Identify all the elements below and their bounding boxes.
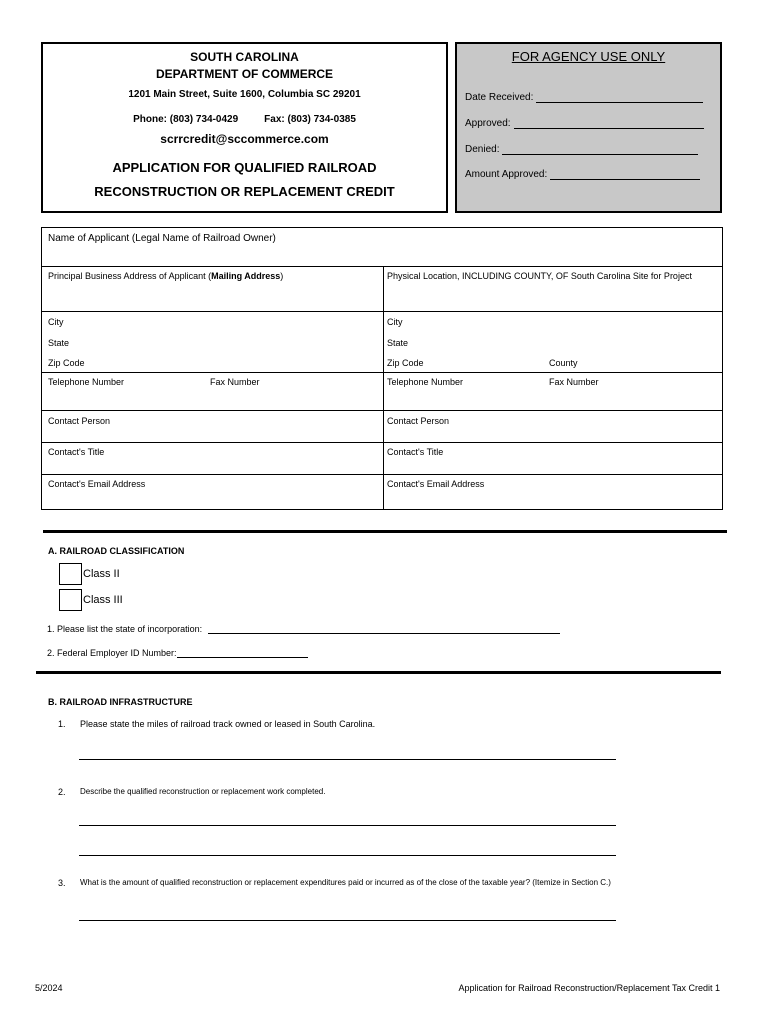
federal-employer-id-field[interactable] <box>47 648 308 658</box>
question-2-answer-line[interactable] <box>79 855 616 856</box>
contact-numbers <box>43 114 446 125</box>
contact-title-field-left[interactable]: Contact's Title <box>48 447 105 457</box>
federal-employer-id-label: 2. Federal Employer ID Number: <box>47 648 177 658</box>
amount-approved-line <box>550 179 700 180</box>
physical-location-field[interactable]: Physical Location, INCLUDING COUNTY, OF South Carolina Site for Project <box>387 271 692 281</box>
section-separator <box>36 671 721 674</box>
question-1-answer-line[interactable] <box>79 759 616 760</box>
city-field-right[interactable]: City <box>387 317 403 327</box>
class-iii-checkbox[interactable] <box>59 589 82 611</box>
amount-approved-label: Amount Approved: <box>465 169 548 180</box>
date-received-line <box>536 102 703 103</box>
question-3-number: 3. <box>58 878 66 888</box>
date-received-field[interactable] <box>465 92 703 103</box>
row-divider <box>42 266 722 267</box>
state-of-incorporation-label: 1. Please list the state of incorporation: <box>47 624 203 634</box>
department-email: scrrcredit@sccommerce.com <box>160 132 329 146</box>
contact-person-field-right[interactable]: Contact Person <box>387 416 450 426</box>
row-divider <box>42 311 722 312</box>
class-ii-option[interactable] <box>59 563 120 585</box>
federal-employer-id-line[interactable] <box>177 657 308 658</box>
telephone-field-right[interactable]: Telephone Number <box>387 377 464 387</box>
zip-field-right[interactable]: Zip Code <box>387 358 424 368</box>
question-2-number: 2. <box>58 787 66 797</box>
contact-email-field-left[interactable]: Contact's Email Address <box>48 479 146 489</box>
phone-number: Phone: (803) 734-0429 <box>133 114 239 125</box>
state-field-left[interactable]: State <box>48 338 70 348</box>
principal-address-field[interactable] <box>48 271 283 281</box>
denied-label: Denied: <box>465 144 500 155</box>
telephone-field-left[interactable]: Telephone Number <box>48 377 125 387</box>
state-field-right[interactable]: State <box>387 338 409 348</box>
approved-line <box>514 128 704 129</box>
state-of-incorporation-line[interactable] <box>208 633 560 634</box>
question-2-answer-line[interactable] <box>79 825 616 826</box>
class-iii-option[interactable] <box>59 589 123 611</box>
fax-field-right[interactable]: Fax Number <box>549 377 599 387</box>
question-3-answer-line[interactable] <box>79 920 616 921</box>
row-divider <box>42 442 722 443</box>
amount-approved-field[interactable] <box>465 169 700 180</box>
fax-field-left[interactable]: Fax Number <box>210 377 260 387</box>
zip-field-left[interactable]: Zip Code <box>48 358 85 368</box>
footer-page-title: Application for Railroad Reconstruction/Replacement Tax Credit 1 <box>458 983 720 993</box>
row-divider <box>42 410 722 411</box>
principal-address-label: Principal Business Address of Applicant ( <box>48 271 212 281</box>
state-name: SOUTH CAROLINA <box>190 50 299 64</box>
contact-person-field-left[interactable]: Contact Person <box>48 416 111 426</box>
principal-address-suffix: ) <box>280 271 284 281</box>
fax-number: Fax: (803) 734-0385 <box>264 114 356 125</box>
county-field-right[interactable]: County <box>549 358 578 368</box>
mailing-address-label: Mailing Address <box>211 271 281 281</box>
header-box <box>41 42 448 213</box>
approved-field[interactable] <box>465 118 704 129</box>
agency-use-box <box>455 42 722 213</box>
state-of-incorporation-field[interactable] <box>47 624 560 634</box>
footer-date: 5/2024 <box>35 983 63 993</box>
agency-use-title: FOR AGENCY USE ONLY <box>511 49 666 64</box>
column-divider <box>383 266 384 510</box>
denied-line <box>502 154 698 155</box>
department-name: DEPARTMENT OF COMMERCE <box>155 67 334 81</box>
section-b-title: B. RAILROAD INFRASTRUCTURE <box>48 697 193 707</box>
question-2-text: Describe the qualified reconstruction or replacement work completed. <box>80 787 326 796</box>
class-ii-checkbox[interactable] <box>59 563 82 585</box>
row-divider <box>42 474 722 475</box>
question-1-number: 1. <box>58 719 66 729</box>
applicant-name-field[interactable]: Name of Applicant (Legal Name of Railroad Owner) <box>48 233 276 244</box>
section-a-title: A. RAILROAD CLASSIFICATION <box>48 546 185 556</box>
contact-title-field-right[interactable]: Contact's Title <box>387 447 444 457</box>
department-address: 1201 Main Street, Suite 1600, Columbia SC 29201 <box>128 89 361 100</box>
class-iii-label: Class III <box>83 594 123 606</box>
date-received-label: Date Received: <box>465 92 534 103</box>
approved-label: Approved: <box>465 118 511 129</box>
contact-email-field-right[interactable]: Contact's Email Address <box>387 479 485 489</box>
denied-field[interactable] <box>465 144 698 155</box>
section-separator <box>43 530 727 533</box>
city-field-left[interactable]: City <box>48 317 64 327</box>
question-3-text: What is the amount of qualified reconstruction or replacement expenditures paid or incurred as of the close of the taxable year? (Itemize in Section C.) <box>80 878 611 887</box>
question-1-text: Please state the miles of railroad track owned or leased in South Carolina. <box>80 719 376 729</box>
class-ii-label: Class II <box>83 568 120 580</box>
applicant-info-table <box>41 227 723 510</box>
form-title-line-1: APPLICATION FOR QUALIFIED RAILROAD <box>112 160 377 175</box>
form-title-line-2: RECONSTRUCTION OR REPLACEMENT CREDIT <box>94 184 395 199</box>
row-divider <box>42 372 722 373</box>
